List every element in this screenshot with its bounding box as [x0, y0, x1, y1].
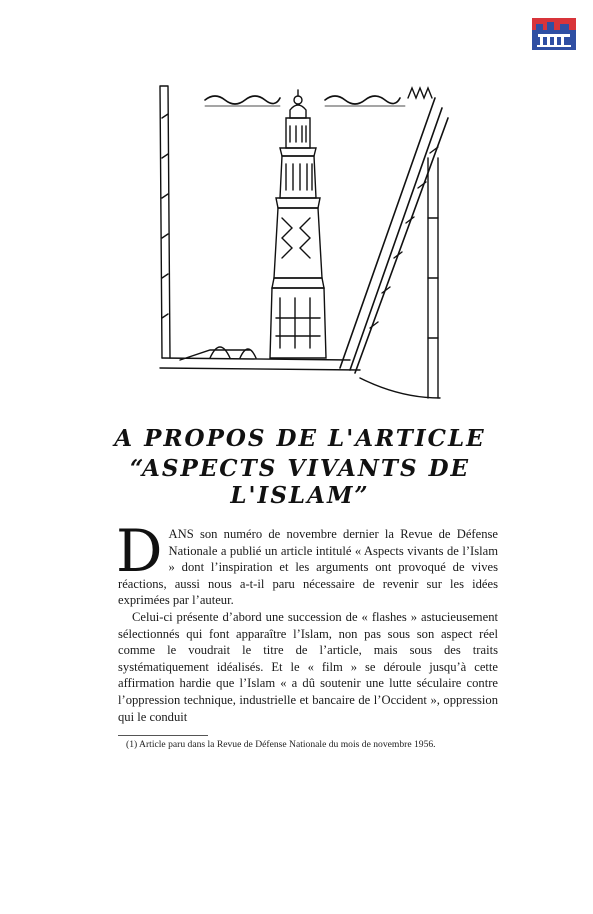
paragraph-1-text: son numéro de novembre dernier la Revue de Défense Nationale a publié un article intitulé « Aspects vivants de l’Islam » dont l’inspiration et les arguments ont provoqué de vives réactions, aussi nous a-t-il paru nécessaire de revenir sur les idées exprimées par l’auteur.: [118, 527, 498, 608]
drop-cap: D: [116, 517, 163, 585]
footnote-divider: [118, 735, 208, 736]
minaret-illustration: [150, 78, 450, 418]
first-word-rest: ANS: [168, 527, 194, 541]
article-title-line-1: A PROPOS DE L'ARTICLE: [114, 425, 486, 452]
publisher-logo: [532, 18, 576, 50]
paragraph-2: Celui-ci présente d’abord une succession de « flashes » astucieusement sélectionnés qui font apparaître l’Islam, non pas sous son aspect réel comme le voudrait le titre de l’article, mais sous des traits systématiquement idéalisés. Et le « film » se déroule jusqu’à cette affirmation hardie que l’Islam « a dû soutenir une lutte séculaire contre l’oppression technique, industrielle et bancaire de l’Occident », oppression qui le conduit: [118, 609, 498, 724]
article-body: [116, 517, 498, 725]
footnote: (1) Article paru dans la Revue de Défense Nationale du mois de novembre 1956.: [126, 739, 436, 750]
article-title-line-2: “ASPECTS VIVANTS DE L'ISLAM”: [129, 455, 471, 509]
paragraph-1: [116, 517, 498, 609]
